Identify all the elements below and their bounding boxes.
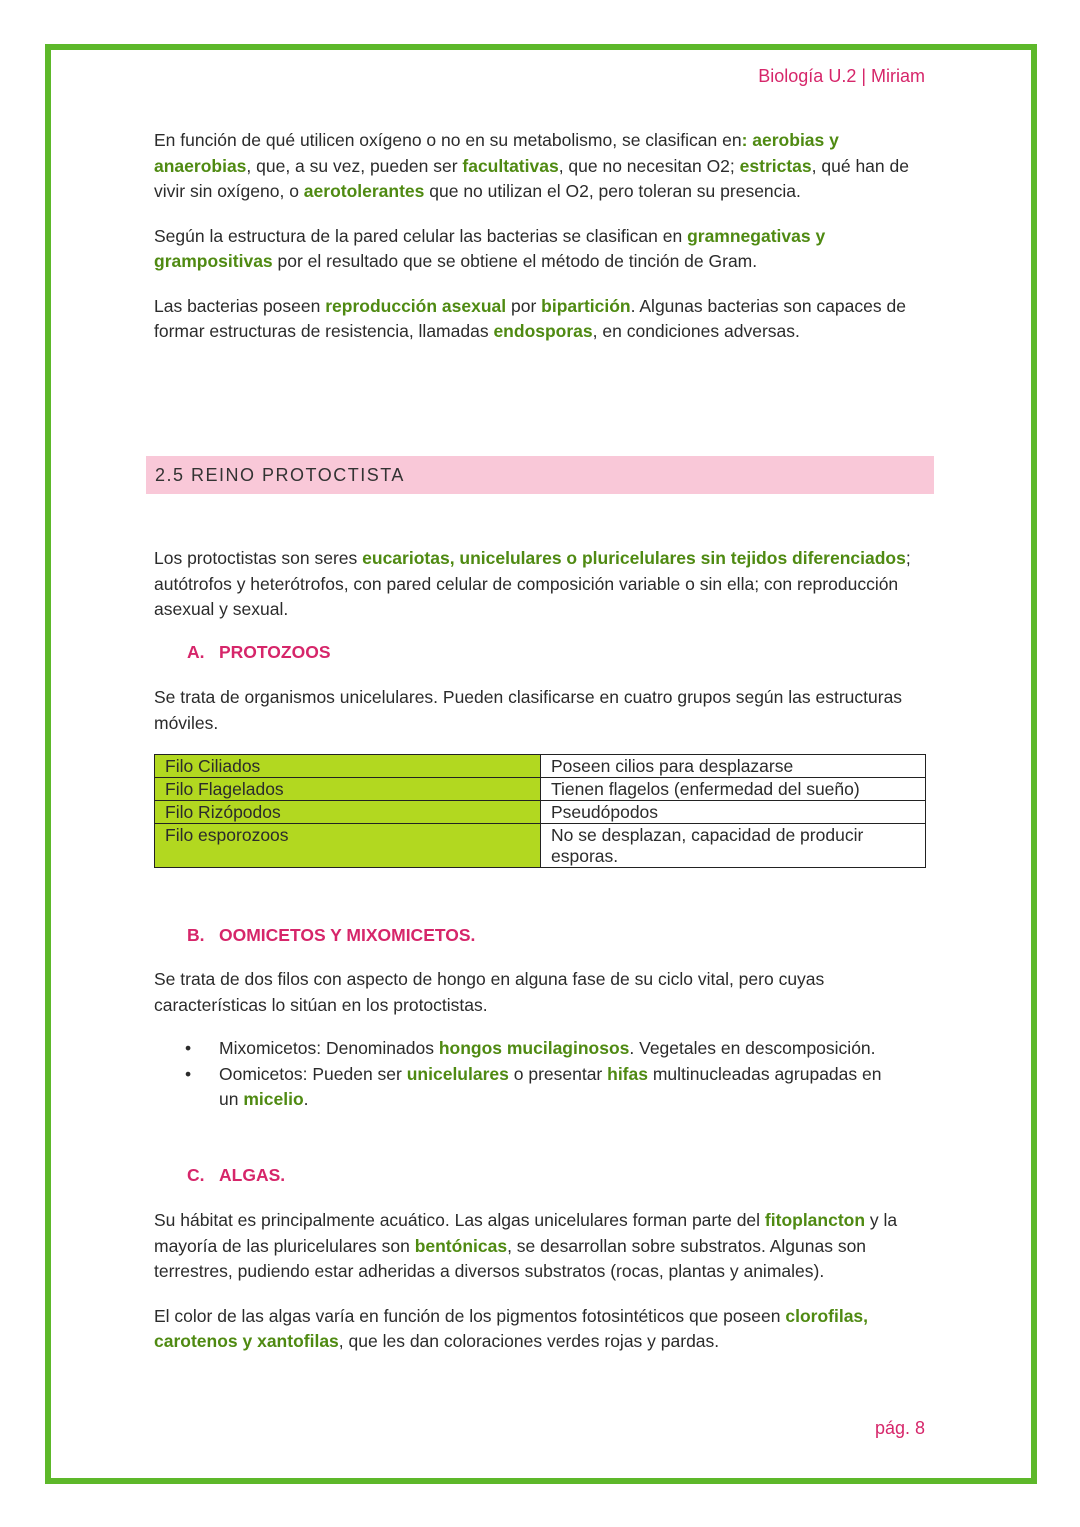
highlight-term: eucariotas, unicelulares o pluricelulares sin tejidos diferenciados: [362, 548, 906, 568]
table-row: [155, 755, 926, 778]
text: Oomicetos: Pueden ser: [219, 1063, 407, 1084]
subheading-letter: C.: [187, 1165, 205, 1185]
highlight-term: unicelulares: [406, 1063, 509, 1084]
list-item: [185, 1062, 899, 1113]
text: , que no necesitan O2;: [558, 155, 740, 176]
text: o presentar: [508, 1063, 608, 1084]
oomicetos-text: [154, 967, 926, 1018]
text: .: [303, 1089, 309, 1109]
protozoos-text: [154, 685, 926, 736]
text: , que, a su vez, pueden ser: [246, 155, 463, 176]
paragraph-oomicetos: Se trata de dos filos con aspecto de hongo en alguna fase de su ciclo vital, pero cuyas características lo sitúan en los protoctistas.: [154, 969, 825, 1015]
table-cell-filo: Filo Flagelados: [155, 778, 541, 801]
table-cell-desc: Pseudópodos: [541, 801, 926, 824]
paragraph-algas-habitat: [154, 1208, 926, 1285]
paragraph-metabolism: [154, 128, 926, 205]
highlight-term: hifas: [607, 1063, 648, 1084]
highlight-term: endosporas: [493, 321, 593, 341]
list-item: [185, 1036, 899, 1062]
text: por el resultado que se obtiene el método de tinción de Gram.: [272, 251, 758, 271]
highlight-term: estrictas: [739, 155, 812, 176]
paragraph-cell-wall: [154, 224, 926, 275]
text: multinucleadas agrupadas en un: [219, 1063, 882, 1109]
bullet-icon: •: [185, 1038, 192, 1058]
text: que no utilizan el O2, pero toleran su presencia.: [424, 181, 801, 201]
subheading-title: ALGAS.: [219, 1165, 286, 1185]
table-cell-desc: Poseen cilios para desplazarse: [541, 755, 926, 778]
highlight-term: micelio: [243, 1089, 304, 1109]
subheading-protozoos: [187, 642, 331, 663]
text: . Vegetales en descomposición.: [629, 1038, 876, 1058]
text: y la mayoría de las pluricelulares son: [154, 1210, 898, 1256]
highlight-term: hongos mucilaginosos: [438, 1038, 630, 1058]
highlight-term: reproducción asexual: [325, 295, 507, 316]
highlight-term: fitoplancton: [764, 1210, 866, 1230]
highlight-term: aerotolerantes: [303, 181, 425, 201]
subheading-letter: B.: [187, 925, 205, 945]
highlight-term: facultativas: [462, 155, 559, 176]
highlight-term: bipartición: [541, 295, 631, 316]
text: . Algunas bacterias son capaces de formar estructuras de resistencia, llamadas: [154, 295, 906, 341]
text: ; autótrofos y heterótrofos, con pared celular de composición variable o sin ella; con reproducción asexual y sexual.: [154, 548, 911, 619]
text: , que les dan coloraciones verdes rojas y pardas.: [338, 1331, 720, 1351]
table-cell-desc: Tienen flagelos (enfermedad del sueño): [541, 778, 926, 801]
subheading-algas: [187, 1165, 285, 1186]
oomicetos-list: [185, 1036, 899, 1113]
highlight-term: : aerobias y anaerobias: [154, 130, 839, 176]
paragraph-protoctistas: [154, 546, 926, 623]
text: por: [506, 295, 542, 316]
table-row: [155, 778, 926, 801]
subheading-oomicetos: [187, 925, 475, 946]
highlight-term: clorofilas, carotenos y xantofilas: [154, 1305, 869, 1351]
protozoos-table: [154, 754, 926, 868]
text: Su hábitat es principalmente acuático. Las algas unicelulares forman parte del: [154, 1210, 765, 1230]
page-header: Biología U.2 | Miriam: [758, 66, 925, 86]
intro-section: [154, 128, 926, 345]
section-title: 2.5 REINO PROTOCTISTA: [155, 464, 405, 485]
text: Mixomicetos: Denominados: [219, 1038, 439, 1058]
highlight-term: bentónicas: [414, 1235, 508, 1256]
text: , se desarrollan sobre substratos. Algunas son terrestres, pudiendo estar adheridas a diversos substratos (rocas, plantas y animales).: [154, 1235, 867, 1281]
table-cell-filo: Filo Rizópodos: [155, 801, 541, 824]
highlight-term: gramnegativas y grampositivas: [154, 225, 826, 271]
protoctistas-intro: [154, 546, 926, 623]
subheading-letter: A.: [187, 642, 205, 662]
subheading-title: PROTOZOOS: [219, 642, 331, 662]
bullet-icon: •: [185, 1063, 192, 1084]
section-heading-bar: [146, 456, 934, 494]
page-number: pág. 8: [874, 1418, 925, 1438]
table-cell-filo: Filo esporozoos: [155, 824, 541, 868]
table-row: [155, 824, 926, 868]
text: , en condiciones adversas.: [592, 321, 800, 341]
text: , qué han de vivir sin oxígeno, o: [154, 155, 909, 201]
text: Según la estructura de la pared celular las bacterias se clasifican en: [154, 225, 688, 246]
table-cell-desc: No se desplazan, capacidad de producir esporas.: [541, 824, 926, 868]
text: En función de qué utilicen oxígeno o no en su metabolismo, se clasifican en: [154, 130, 742, 150]
paragraph-protozoos: Se trata de organismos unicelulares. Pueden clasificarse en cuatro grupos según las estructuras móviles.: [154, 687, 903, 733]
table-row: [155, 801, 926, 824]
subheading-title: OOMICETOS Y MIXOMICETOS.: [219, 925, 476, 945]
text: El color de las algas varía en función de los pigmentos fotosintéticos que poseen: [154, 1305, 786, 1326]
paragraph-algas-color: [154, 1304, 926, 1355]
text: Los protoctistas son seres: [154, 548, 363, 568]
table-cell-filo: Filo Ciliados: [155, 755, 541, 778]
paragraph-reproduction: [154, 294, 926, 345]
text: Las bacterias poseen: [154, 295, 326, 316]
algas-text: [154, 1208, 926, 1355]
